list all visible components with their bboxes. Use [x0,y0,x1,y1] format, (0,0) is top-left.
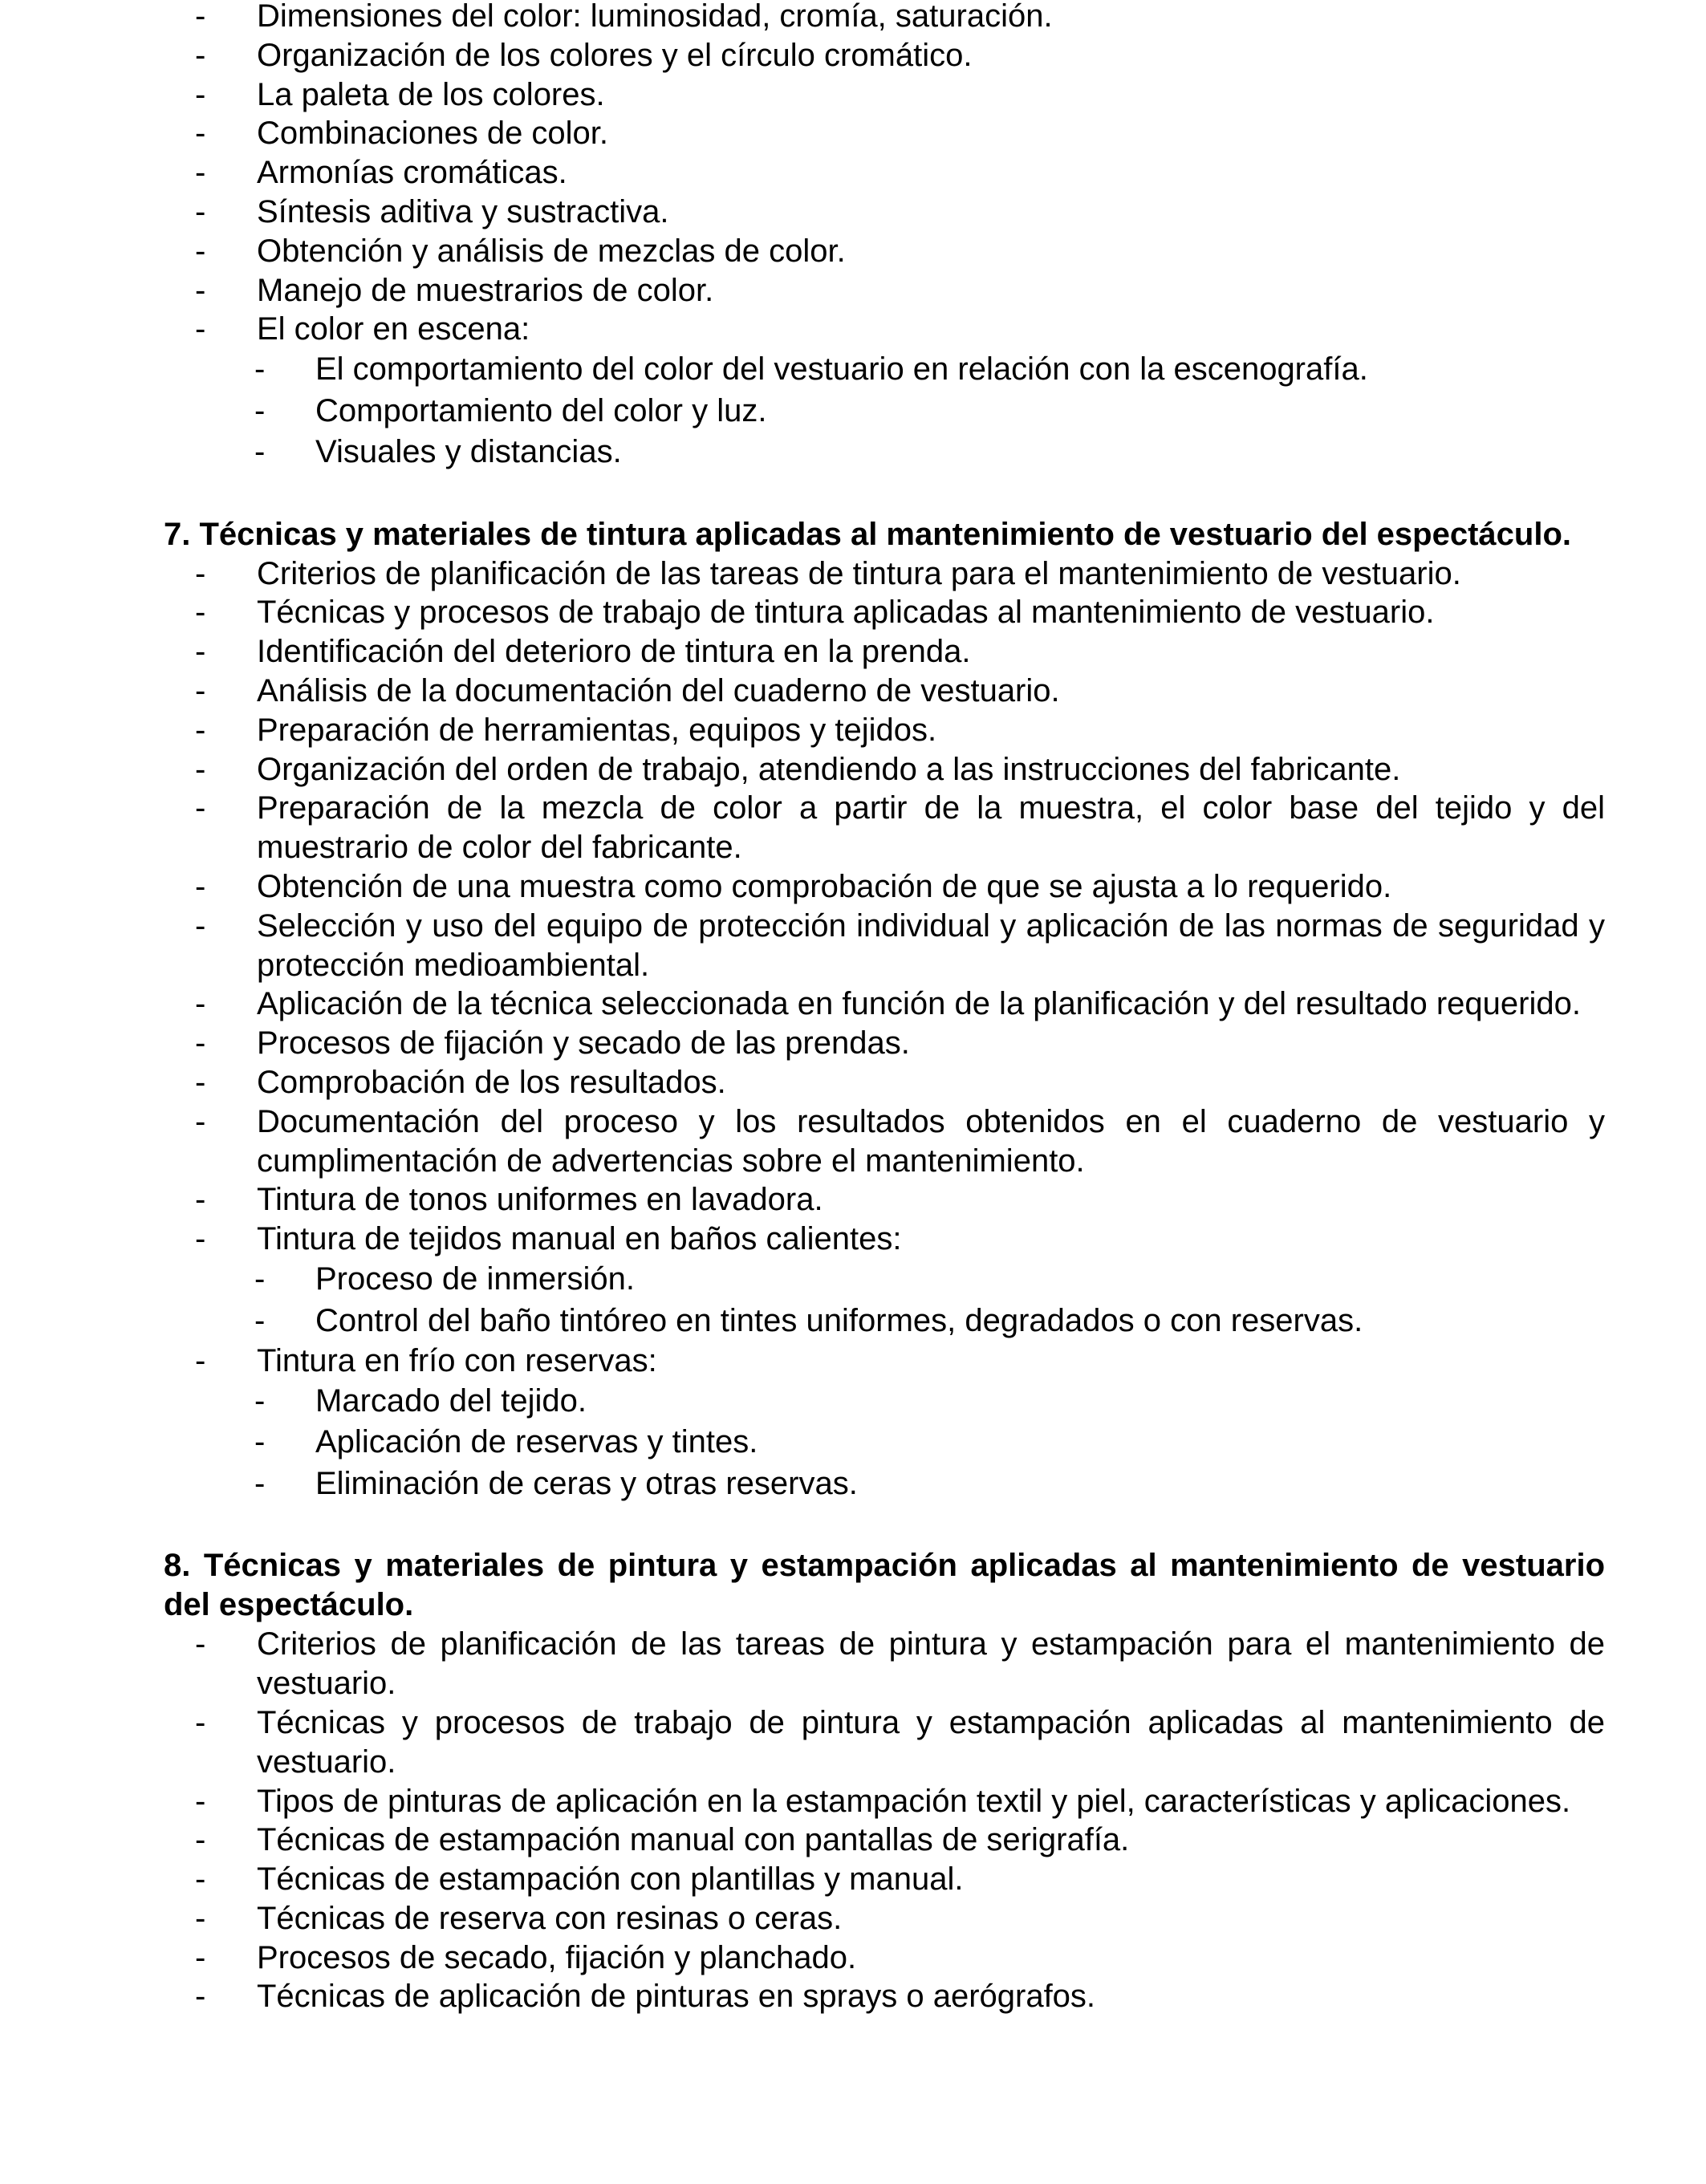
list-item [195,1821,1605,1860]
sub-list-item [254,1301,1519,1342]
list-item [195,75,1605,115]
list-item-text: Dimensiones del color: luminosidad, cromía, saturación. [257,0,1053,34]
list-item-text: El color en escena: [257,311,530,347]
list-item [195,1938,1605,1978]
list-item-text: Preparación de herramientas, equipos y tejidos. [257,712,937,748]
list-item-text: Técnicas de estampación manual con pantallas de serigrafía. [257,1822,1130,1858]
bullet-dash: - [195,555,206,591]
list-item-text: Técnicas y procesos de trabajo de tintura aplicadas al mantenimiento de vestuario. [257,595,1435,631]
bullet-dash: - [195,790,206,826]
list-item [195,1024,1605,1063]
list-item-text: Manejo de muestrarios de color. [257,272,714,308]
bullet-dash: - [254,1261,266,1297]
bullet-dash: - [195,634,206,670]
bullet-dash: - [195,193,206,229]
list-item-text: Preparación de la mezcla de color a partir de la muestra, el color base del tejido y del muestrario de color del fabricante. [257,790,1605,866]
list-item-text: Análisis de la documentación del cuaderno de vestuario. [257,673,1060,709]
bullet-dash: - [195,37,206,73]
list-item-text: Organización del orden de trabajo, atendiendo a las instrucciones del fabricante. [257,751,1401,787]
list-item-text: El comportamiento del color del vestuario en relación con la escenografía. [315,351,1368,388]
bullet-dash: - [195,1900,206,1936]
bullet-dash: - [195,673,206,709]
bullet-dash: - [254,1424,266,1460]
section-8 [0,1546,1706,2016]
bullet-dash: - [254,392,266,428]
bullet-dash: - [254,434,266,470]
list-item [195,1342,1605,1381]
section-heading: 7. Técnicas y materiales de tintura aplicadas al mantenimiento de vestuario del espectáculo. [164,516,1572,552]
list-item [195,1220,1605,1259]
bullet-dash: - [195,1103,206,1139]
bullet-dash: - [195,1979,206,2015]
list-item-text: Tintura en frío con reservas: [257,1343,657,1379]
bullet-dash: - [195,712,206,748]
list-item-text: Comportamiento del color y luz. [315,392,767,428]
sub-list-item [254,1381,1519,1423]
color-list [0,0,1706,473]
list-item [195,867,1605,907]
list-item-text: La paleta de los colores. [257,76,605,112]
list-item-text: Eliminación de ceras y otras reservas. [315,1465,858,1501]
bullet-dash: - [195,233,206,269]
list-item-text: Combinaciones de color. [257,116,609,152]
list-item-text: Documentación del proceso y los resultados obtenidos en el cuaderno de vestuario y cumplimentación de advertencias sobre el mantenimiento. [257,1103,1605,1179]
list-item-text: Organización de los colores y el círculo cromático. [257,37,973,73]
section-7 [0,515,1706,1505]
bullet-dash: - [195,1221,206,1257]
sub-list-item [254,349,1519,391]
bullet-dash: - [195,907,206,944]
bullet-dash: - [254,1302,266,1338]
list-item [195,1899,1605,1938]
bullet-dash: - [195,272,206,308]
list-item [195,271,1605,311]
list-item-text: Procesos de secado, fijación y planchado. [257,1939,857,1975]
bullet-dash: - [195,595,206,631]
bullet-dash: - [195,1065,206,1101]
list-item-text: Aplicación de reservas y tintes. [315,1424,758,1460]
bullet-dash: - [195,116,206,152]
list-item [195,789,1605,867]
list-item [195,193,1605,232]
list-item [195,1860,1605,1899]
list-item [195,310,1605,349]
list-item-text: Tintura de tejidos manual en baños calientes: [257,1221,902,1257]
bullet-dash: - [195,1939,206,1975]
bullet-dash: - [195,1025,206,1062]
section-heading: 8. Técnicas y materiales de pintura y estampación aplicadas al mantenimiento de vestuario del espectáculo. [164,1548,1605,1623]
list-item-text: Selección y uso del equipo de protección individual y aplicación de las normas de seguridad y protección medioambiental. [257,907,1605,983]
sub-list-item [254,391,1519,432]
list-item-text: Tintura de tonos uniformes en lavadora. [257,1182,823,1218]
sub-list-item [254,432,1519,473]
list-item-text: Síntesis aditiva y sustractiva. [257,193,669,229]
sub-list-item [254,1259,1519,1301]
bullet-dash: - [195,869,206,905]
list-item [195,750,1605,790]
list-item [195,711,1605,750]
list-item [195,1625,1605,1703]
bullet-dash: - [195,1783,206,1819]
list-item-text: Armonías cromáticas. [257,155,567,191]
list-item-text: Obtención y análisis de mezclas de color. [257,233,846,269]
list-item [195,0,1605,36]
list-item [195,632,1605,672]
list-item [195,984,1605,1024]
list-item [195,114,1605,153]
list-item [195,1063,1605,1102]
bullet-dash: - [195,0,206,34]
list-item [195,153,1605,193]
list-item [195,232,1605,271]
list-item-text: Técnicas y procesos de trabajo de pintura y estampación aplicadas al mantenimiento de vestuario. [257,1704,1605,1780]
bullet-dash: - [195,1343,206,1379]
list-item-text: Técnicas de aplicación de pinturas en sprays o aerógrafos. [257,1979,1096,2015]
list-item [195,593,1605,632]
list-item-text: Criterios de planificación de las tareas de pintura y estampación para el mantenimiento de vestuario. [257,1626,1605,1702]
bullet-dash: - [195,1626,206,1662]
list-item-text: Control del baño tintóreo en tintes uniformes, degradados o con reservas. [315,1302,1363,1338]
list-item [195,36,1605,75]
bullet-dash: - [195,1704,206,1740]
list-item-text: Técnicas de reserva con resinas o ceras. [257,1900,843,1936]
bullet-dash: - [195,751,206,787]
list-item [195,907,1605,985]
list-item-text: Criterios de planificación de las tareas de tintura para el mantenimiento de vestuario. [257,555,1461,591]
bullet-dash: - [195,1861,206,1898]
list-item-text: Visuales y distancias. [315,434,622,470]
sub-list-item [254,1463,1519,1505]
bullet-dash: - [254,1382,266,1419]
list-item [195,1180,1605,1220]
bullet-dash: - [195,311,206,347]
list-item-text: Comprobación de los resultados. [257,1065,726,1101]
list-item [195,1102,1605,1181]
list-item-text: Aplicación de la técnica seleccionada en función de la planificación y del resultado requerido. [257,986,1581,1022]
list-item-text: Identificación del deterioro de tintura en la prenda. [257,634,971,670]
list-item [195,1782,1605,1821]
list-item [195,672,1605,711]
bullet-dash: - [254,351,266,388]
list-item-text: Procesos de fijación y secado de las prendas. [257,1025,910,1062]
list-item [195,1703,1605,1782]
list-item-text: Obtención de una muestra como comprobación de que se ajusta a lo requerido. [257,869,1392,905]
bullet-dash: - [195,76,206,112]
list-item-text: Tipos de pinturas de aplicación en la estampación textil y piel, características y aplicaciones. [257,1783,1571,1819]
bullet-dash: - [195,1182,206,1218]
bullet-dash: - [195,155,206,191]
bullet-dash: - [195,1822,206,1858]
list-item [195,1977,1605,2016]
sub-list-item [254,1422,1519,1463]
list-item-text: Marcado del tejido. [315,1382,587,1419]
list-item-text: Proceso de inmersión. [315,1261,635,1297]
bullet-dash: - [254,1465,266,1501]
list-item [195,554,1605,594]
bullet-dash: - [195,986,206,1022]
list-item-text: Técnicas de estampación con plantillas y manual. [257,1861,964,1898]
